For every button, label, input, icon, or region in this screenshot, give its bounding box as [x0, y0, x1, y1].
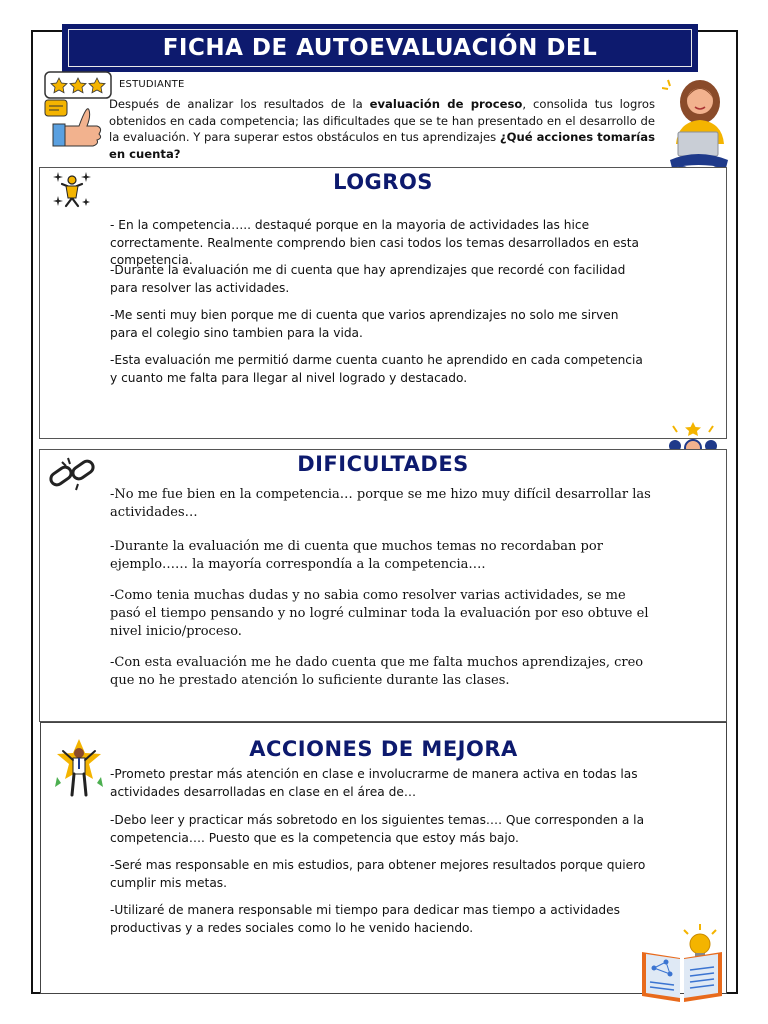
intro-bold-2: ¿Qué acciones tomarías en cuenta? — [109, 130, 656, 161]
logros-section — [39, 167, 727, 439]
dificultades-item: -Durante la evaluación me di cuenta que muchos temas no recordaban por ejemplo…… la mayoría correspondía a la competencia…. — [110, 539, 603, 572]
title-banner — [62, 24, 698, 72]
logros-item: -Esta evaluación me permitió darme cuenta cuanto he aprendido en cada competencia y cuanto me falta para llegar al nivel logrado y destacado. — [110, 353, 643, 385]
logros-item: -Durante la evaluación me di cuenta que hay aprendizajes que recordé con facilidad para resolver las actividades. — [110, 263, 626, 295]
intro-bold-1: evaluación de proceso — [369, 97, 523, 111]
intro-paragraph — [109, 96, 655, 162]
logros-item: - En la competencia….. destaqué porque en la mayoria de actividades las hice correctamente. Realmente comprendo bien casi todos los temas desarrollados en esta competencia. — [110, 218, 640, 268]
rating-stars-thumb-icon — [43, 70, 113, 148]
acciones-title: ACCIONES DE MEJORA — [249, 737, 518, 761]
logros-item: -Me senti muy bien porque me di cuenta que varios aprendizajes no solo me sirven para el colegio sino tambien para la vida. — [110, 308, 619, 340]
acciones-item: -Utilizaré de manera responsable mi tiempo para dedicar mas tiempo a actividades productivas y a redes sociales como lo he venido haciendo. — [110, 903, 621, 935]
logros-title: LOGROS — [333, 170, 433, 194]
dificultades-title: DIFICULTADES — [297, 452, 469, 476]
acciones-section — [40, 722, 727, 994]
acciones-item: -Prometo prestar más atención en clase e involucrarme de manera activa en todas las actividades desarrolladas en clase en el área de… — [110, 767, 638, 799]
open-book-lightbulb-icon — [640, 922, 724, 1004]
student-label: ESTUDIANTE — [119, 79, 185, 90]
page-title: FICHA DE AUTOEVALUACIÓN DEL — [68, 29, 692, 67]
dificultades-section — [39, 449, 727, 722]
student-laptop-icon — [662, 74, 734, 178]
dificultades-item: -Con esta evaluación me he dado cuenta que me falta muchos aprendizajes, creo que no he prestado atención lo suficiente durante las clases. — [110, 655, 644, 688]
dificultades-item: -Como tenia muchas dudas y no sabia como resolver varias actividades, se me pasó el tiempo pensando y no logré culminar toda la evaluación por eso obtuve el nivel inicio/proceso. — [110, 588, 649, 639]
acciones-item: -Debo leer y practicar más sobretodo en los siguientes temas…. Que corresponden a la competencia…. Puesto que es la competencia que estoy más bajo. — [110, 813, 645, 845]
acciones-item: -Seré mas responsable en mis estudios, para obtener mejores resultados porque quiero cumplir mis metas. — [110, 858, 646, 890]
intro-text-2: , consolida tus logros obtenidos en cada competencia; las dificultades que se te han presentado en el desarrollo de la evaluación. Y para superar estos obstáculos en tus aprendizajes — [109, 97, 655, 145]
dificultades-item: -No me fue bien en la competencia… porque se me hizo muy difícil desarrollar las actividades… — [110, 487, 651, 520]
intro-text-1: Después de analizar los resultados de la — [109, 97, 370, 111]
